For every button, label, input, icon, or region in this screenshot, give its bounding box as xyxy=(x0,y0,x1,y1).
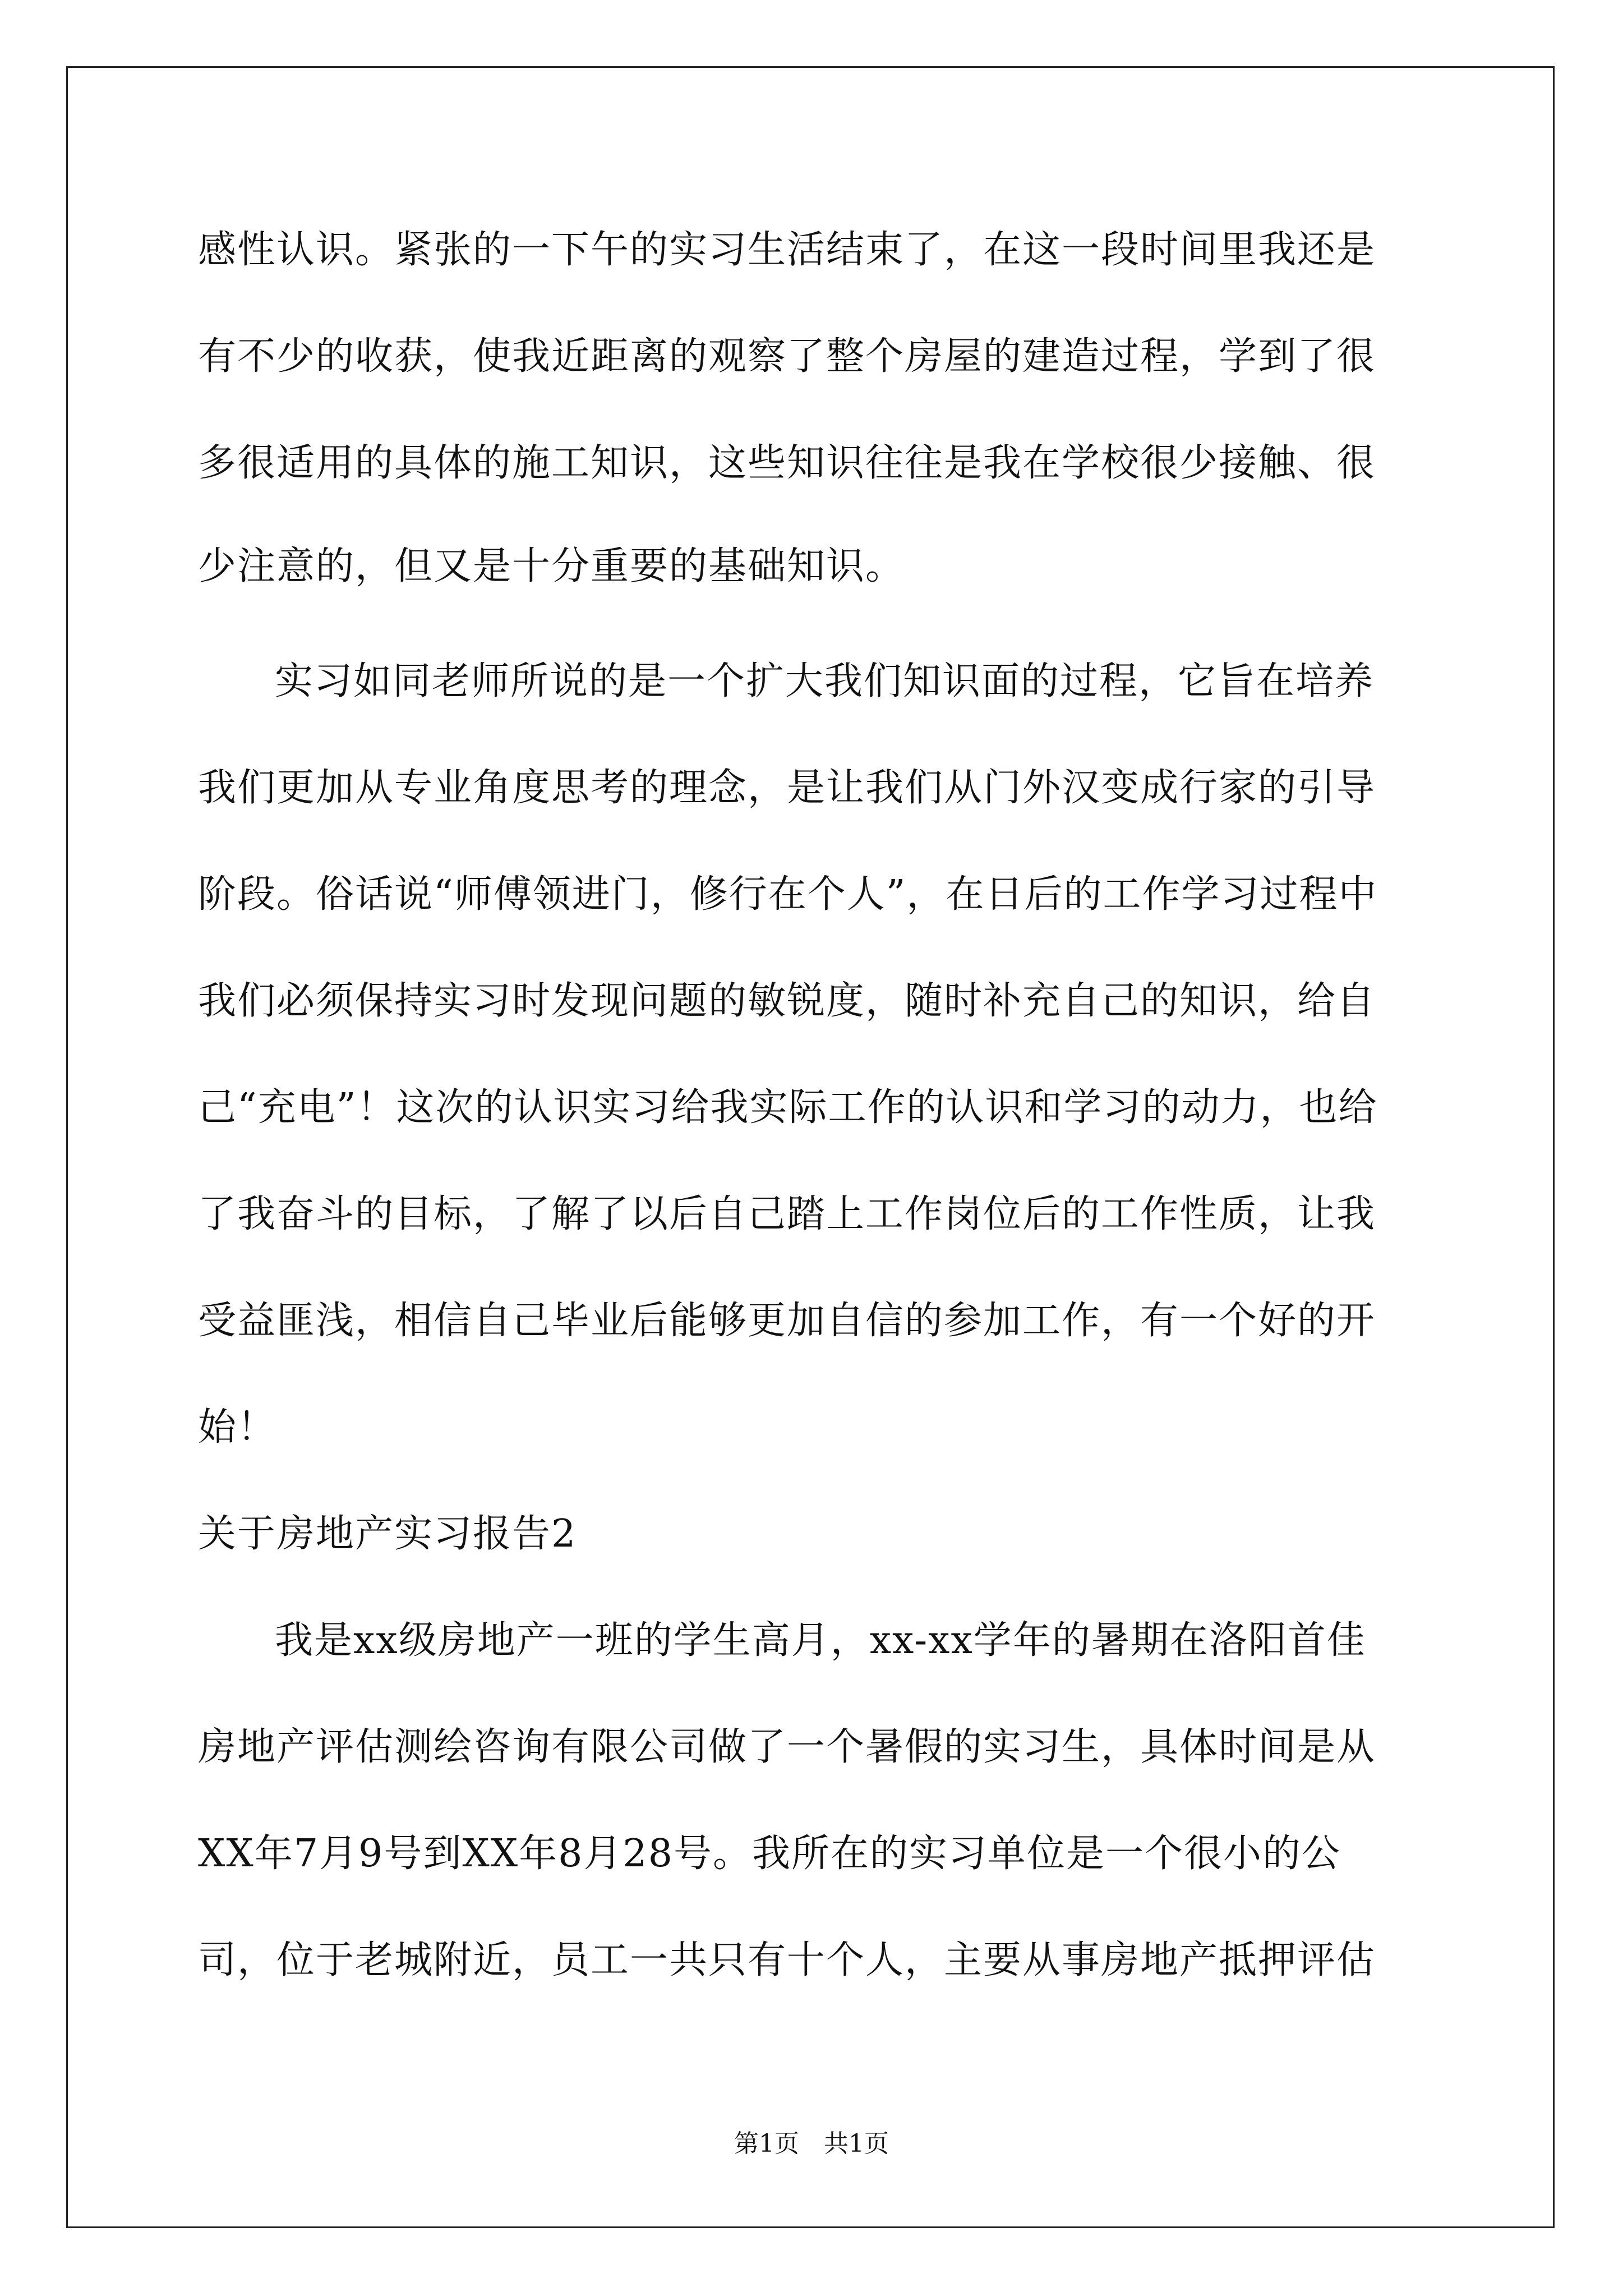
paragraph-2-line-6: 了我奋斗的目标，了解了以后自己踏上工作岗位后的工作性质，让我 xyxy=(198,1192,1376,1236)
paragraph-2-line-4: 我们必须保持实习时发现问题的敏锐度，随时补充自己的知识，给自 xyxy=(198,979,1376,1023)
paragraph-2-line-1: 实习如同老师所说的是一个扩大我们知识面的过程，它旨在培养 xyxy=(275,659,1375,703)
paragraph-1-line-4: 少注意的，但又是十分重要的基础知识。 xyxy=(198,544,905,588)
paragraph-1-line-3: 多很适用的具体的施工知识，这些知识往往是我在学校很少接触、很 xyxy=(198,441,1376,485)
paragraph-2-line-3: 阶段。俗话说“师傅领进门，修行在个人”，在日后的工作学习过程中 xyxy=(198,872,1378,917)
paragraph-3-line-1: 我是xx级房地产一班的学生高月，xx-xx学年的暑期在洛阳首佳 xyxy=(275,1618,1366,1663)
paragraph-2-line-5: 己“充电”！这次的认识实习给我实际工作的认识和学习的动力，也给 xyxy=(198,1085,1378,1130)
section-title: 关于房地产实习报告2 xyxy=(198,1512,577,1556)
page-footer: 第1页 共1页 xyxy=(734,2129,889,2158)
paragraph-3-line-3: XX年7月9号到XX年8月28号。我所在的实习单位是一个很小的公 xyxy=(198,1832,1341,1876)
paragraph-1-line-1: 感性认识。紧张的一下午的实习生活结束了，在这一段时间里我还是 xyxy=(198,228,1376,272)
paragraph-2-line-8: 始！ xyxy=(198,1405,277,1450)
paragraph-1-line-2: 有不少的收获，使我近距离的观察了整个房屋的建造过程，学到了很 xyxy=(198,334,1376,379)
paragraph-3-line-4: 司，位于老城附近，员工一共只有十个人，主要从事房地产抵押评估 xyxy=(198,1938,1376,1982)
page-border xyxy=(66,66,1555,2228)
paragraph-2-line-7: 受益匪浅，相信自己毕业后能够更加自信的参加工作，有一个好的开 xyxy=(198,1299,1376,1343)
paragraph-2-line-2: 我们更加从专业角度思考的理念，是让我们从门外汉变成行家的引导 xyxy=(198,766,1376,810)
paragraph-3-line-2: 房地产评估测绘咨询有限公司做了一个暑假的实习生，具体时间是从 xyxy=(198,1725,1376,1769)
